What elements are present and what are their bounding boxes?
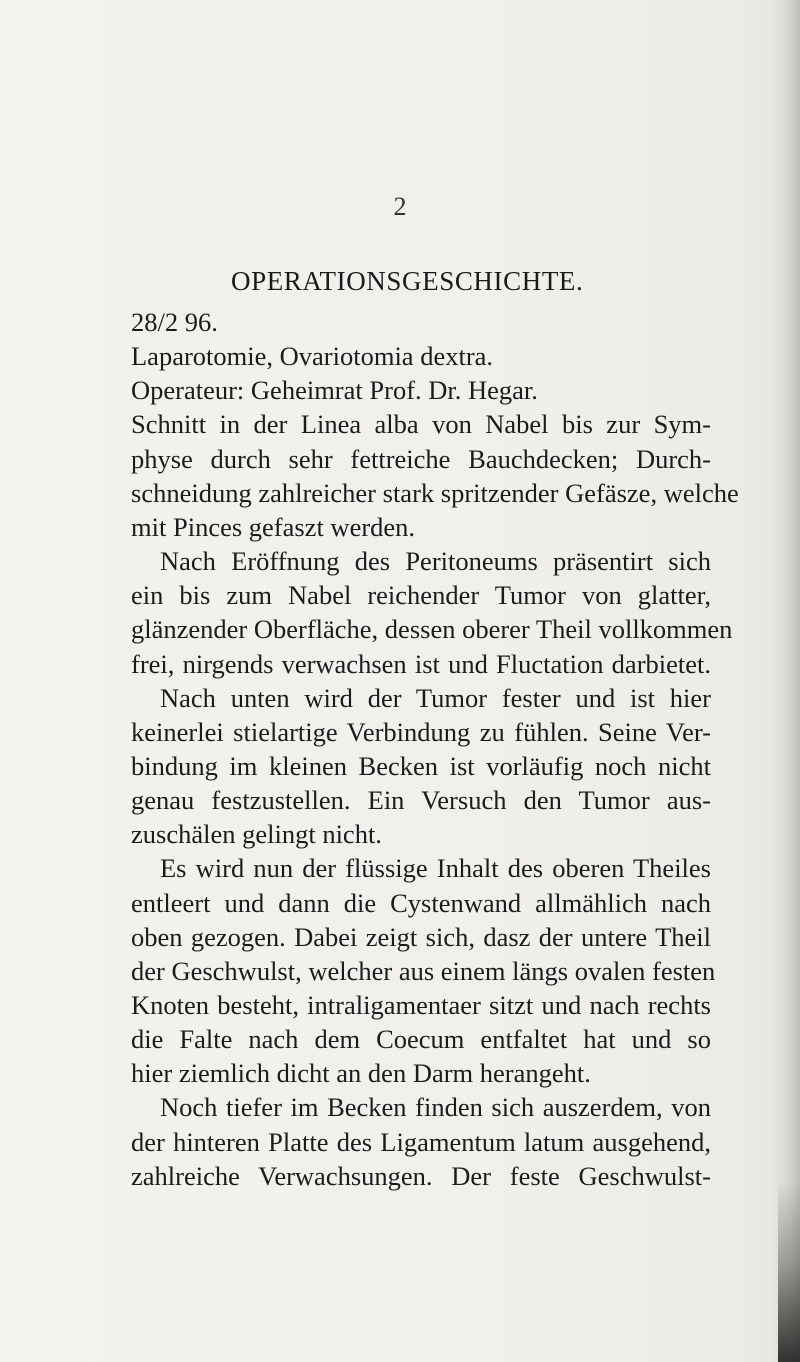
text-line: ein bis zum Nabel reichender Tumor von glatter, — [131, 580, 711, 610]
text-line: die Falte nach dem Coecum entfaltet hat und so — [131, 1024, 711, 1054]
section-heading: OPERATIONSGESCHICHTE. — [231, 266, 584, 296]
text-line: physe durch sehr fettreiche Bauchdecken; Durch- — [131, 444, 711, 474]
text-line: oben gezogen. Dabei zeigt sich, dasz der untere Theil — [131, 922, 711, 952]
text-line: Laparotomie, Ovariotomia dextra. — [131, 341, 494, 371]
text-line: zuschälen gelingt nicht. — [131, 819, 382, 849]
text-line: genau festzustellen. Ein Versuch den Tumor aus- — [131, 785, 711, 815]
text-line: Noch tiefer im Becken finden sich auszerdem, von — [160, 1092, 711, 1122]
text-line: Operateur: Geheimrat Prof. Dr. Hegar. — [131, 375, 538, 405]
text-line: entleert und dann die Cystenwand allmählich nach — [131, 888, 711, 918]
text-line: bindung im kleinen Becken ist vorläufig noch nicht — [131, 751, 711, 781]
text-line: Knoten besteht, intraligamentaer sitzt und nach rechts — [131, 990, 711, 1020]
text-line: frei, nirgends verwachsen ist und Fluctation darbietet. — [131, 649, 711, 679]
text-line: Nach unten wird der Tumor fester und ist hier — [160, 683, 711, 713]
page-number: 2 — [393, 192, 407, 221]
page-corner-shadow — [778, 1180, 800, 1362]
text-line: der hinteren Platte des Ligamentum latum ausgehend, — [131, 1127, 711, 1157]
text-line: mit Pinces gefaszt werden. — [131, 512, 416, 542]
text-line: schneidung zahlreicher stark spritzender Gefäsze, welche — [131, 478, 739, 508]
text-line: 28/2 96. — [131, 307, 218, 337]
text-line: keinerlei stielartige Verbindung zu fühlen. Seine Ver- — [131, 717, 711, 747]
text-line: glänzender Oberfläche, dessen oberer Theil vollkommen — [131, 614, 733, 644]
text-line: zahlreiche Verwachsungen. Der feste Geschwulst- — [131, 1161, 711, 1191]
text-line: Nach Eröffnung des Peritoneums präsentirt sich — [160, 546, 711, 576]
text-line: der Geschwulst, welcher aus einem längs ovalen festen — [131, 956, 716, 986]
text-line: Schnitt in der Linea alba von Nabel bis zur Sym- — [131, 409, 711, 439]
text-line: Es wird nun der flüssige Inhalt des oberen Theiles — [160, 853, 711, 883]
text-line: hier ziemlich dicht an den Darm herangeht. — [131, 1058, 591, 1088]
